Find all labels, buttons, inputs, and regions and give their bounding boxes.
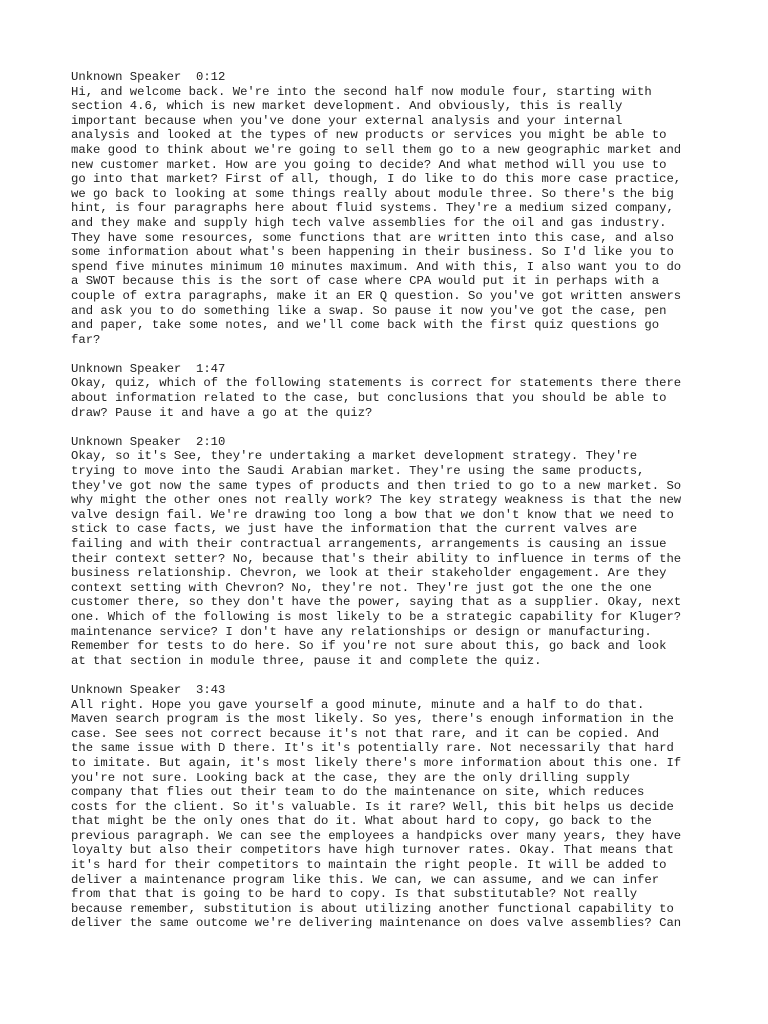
speaker-header [71, 70, 711, 85]
transcript-segment [71, 435, 711, 669]
transcript-segment [71, 683, 711, 931]
speaker-header [71, 435, 711, 450]
transcript-line: deliver the same outcome we're delivering maintenance on does valve assemblies? Can [71, 916, 682, 931]
speaker-name: Unknown Speaker [71, 70, 182, 84]
transcript-line: why might the other ones not really work? The key strategy weakness is that the new [71, 493, 682, 508]
transcript-line: company that flies out their team to do the maintenance on site, which reduces [71, 785, 645, 800]
transcript-line: Okay, so it's See, they're undertaking a market development strategy. They're [71, 449, 638, 464]
transcript-line: costs for the client. So it's valuable. Is it rare? Well, this bit helps us decide [71, 799, 674, 814]
transcript-line: trying to move into the Saudi Arabian market. They're using the same products, [71, 464, 645, 479]
transcript-line: maintenance service? I don't have any relationships or design or manufacturing. [71, 624, 652, 639]
transcript-line: and paper, take some notes, and we'll come back with the first quiz questions go [71, 318, 660, 333]
transcript-line: they've got now the same types of products and then tried to go to a new market. So [71, 478, 682, 493]
transcript-line: some information about what's been happening in their business. So I'd like you to [71, 245, 674, 260]
transcript-line: case. See sees not correct because it's not that rare, and it can be copied. And [71, 726, 660, 741]
transcript-segment [71, 362, 711, 420]
transcript-line: loyalty but also their competitors have high turnover rates. Okay. That means that [71, 843, 674, 858]
speaker-name: Unknown Speaker [71, 682, 182, 697]
transcript-line: far? [71, 332, 101, 347]
timestamp: 3:43 [195, 682, 226, 697]
transcript-line: it's hard for their competitors to maintain the right people. It will be added to [71, 858, 667, 873]
transcript-line: All right. Hope you gave yourself a good minute, minute and a half to do that. [71, 697, 645, 712]
timestamp: 0:12 [195, 70, 226, 84]
speaker-name: Unknown Speaker [71, 434, 182, 449]
transcript-line: from that that is going to be hard to copy. Is that substitutable? Not really [71, 887, 638, 902]
transcript-line: They have some resources, some functions that are written into this case, and also [71, 230, 674, 245]
transcript-line: new customer market. How are you going to decide? And what method will you use to [71, 157, 667, 172]
transcript-line: and ask you to do something like a swap. So pause it now you've got the case, pen [71, 303, 667, 318]
transcript-line: draw? Pause it and have a go at the quiz? [71, 405, 373, 420]
transcript-line: Okay, quiz, which of the following statements is correct for statements there there [71, 376, 682, 391]
transcript-line: stick to case facts, we just have the information that the current valves are [71, 522, 638, 537]
transcript-line: previous paragraph. We can see the employees a handpicks over many years, they have [71, 828, 682, 843]
timestamp: 2:10 [195, 434, 226, 449]
transcript-line: we go back to looking at some things really about module three. So there's the big [71, 186, 674, 201]
transcript-line: section 4.6, which is new market development. And obviously, this is really [71, 99, 623, 114]
transcript-line: make good to think about we're going to sell them go to a new geographic market and [71, 142, 682, 157]
speaker-header [71, 362, 711, 377]
timestamp: 1:47 [195, 361, 226, 376]
transcript-line: couple of extra paragraphs, make it an ER Q question. So you've got written answers [71, 288, 682, 303]
transcript-line: go into that market? First of all, though, I do like to do this more case practice, [71, 172, 682, 187]
transcript-line: Remember for tests to do here. So if you're not sure about this, go back and look [71, 639, 667, 654]
transcript-line: a SWOT because this is the sort of case where CPA would put it in perhaps with a [71, 274, 660, 289]
transcript-line: valve design fail. We're drawing too long a bow that we don't know that we need to [71, 507, 674, 522]
transcript-line: one. Which of the following is most likely to be a strategic capability for Kluger? [71, 609, 682, 624]
transcript-line: customer there, so they don't have the power, saying that as a supplier. Okay, next [71, 595, 682, 610]
transcript-line: important because when you've done your external analysis and your internal [71, 113, 623, 128]
transcript-line: Maven search program is the most likely. So yes, there's enough information in the [71, 712, 674, 727]
transcript-line: and they make and supply high tech valve assemblies for the oil and gas industry. [71, 215, 667, 230]
transcript-line: because remember, substitution is about utilizing another functional capability to [71, 901, 674, 916]
transcript-line: their context setter? No, because that's their ability to influence in terms of the [71, 551, 682, 566]
speaker-header [71, 683, 711, 698]
speaker-name: Unknown Speaker [71, 361, 182, 376]
transcript-line: to imitate. But again, it's most likely there's more information about this one. If [71, 755, 682, 770]
transcript-line: failing and with their contractual arrangements, arrangements is causing an issue [71, 537, 667, 551]
transcript-line: business relationship. Chevron, we look at their stakeholder engagement. Are they [71, 566, 667, 581]
transcript-segment [71, 70, 711, 347]
transcript-line: analysis and looked at the types of new products or services you might be able to [71, 128, 667, 143]
transcript-line: that might be the only ones that do it. What about hard to copy, go back to the [71, 814, 652, 829]
transcript-document [71, 70, 711, 946]
transcript-line: the same issue with D there. It's it's potentially rare. Not necessarily that hard [71, 741, 674, 756]
transcript-line: deliver a maintenance program like this. We can, we can assume, and we can infer [71, 872, 660, 887]
transcript-line: Hi, and welcome back. We're into the second half now module four, starting with [71, 84, 652, 99]
transcript-line: about information related to the case, but conclusions that you should be able to [71, 391, 667, 406]
transcript-line: hint, is four paragraphs here about fluid systems. They're a medium sized company, [71, 201, 674, 216]
transcript-line: spend five minutes minimum 10 minutes maximum. And with this, I also want you to do [71, 259, 682, 274]
transcript-line: you're not sure. Looking back at the case, they are the only drilling supply [71, 770, 630, 785]
transcript-line: context setting with Chevron? No, they're not. They're just got the one the one [71, 580, 652, 595]
transcript-line: at that section in module three, pause it and complete the quiz. [71, 653, 542, 668]
